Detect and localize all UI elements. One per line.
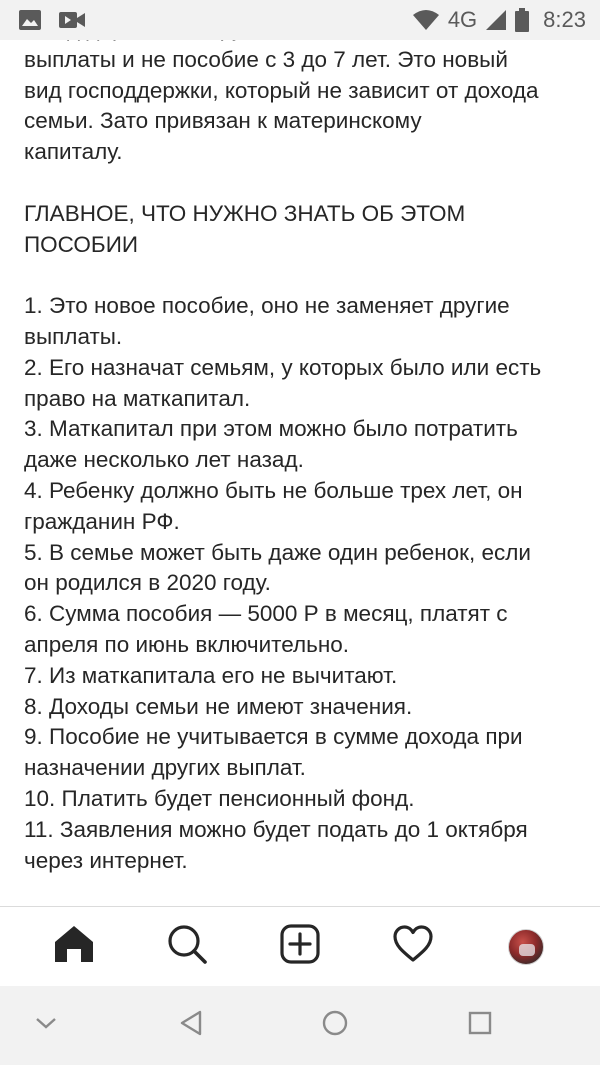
blank-line (24, 168, 584, 199)
list-item: 4. Ребенку должно быть не больше трех лет, он (24, 477, 523, 503)
image-icon (18, 9, 42, 31)
recents-button[interactable] (460, 1006, 500, 1046)
wifi-icon (412, 9, 440, 31)
activity-button[interactable] (383, 917, 443, 977)
home-circle-icon (321, 1009, 349, 1042)
caption-line: семьи. Зато привязан к материнскому (24, 108, 422, 134)
status-left (18, 9, 86, 31)
list-item: 9. Пособие не учитывается в сумме дохода при (24, 724, 523, 750)
list-item: 10. Платить будет пенсионный фонд. (24, 785, 415, 811)
activity-heart-icon (392, 923, 434, 970)
hide-keyboard-button[interactable] (26, 1006, 66, 1046)
caption-line: капиталу. (24, 139, 123, 165)
list-item: 11. Заявления можно будет подать до 1 октября (24, 816, 528, 842)
home-system-button[interactable] (315, 1006, 355, 1046)
section-heading: ГЛАВНОЕ, ЧТО НУЖНО ЗНАТЬ ОБ ЭТОМ (24, 200, 466, 226)
list-item: 6. Сумма пособия — 5000 Р в месяц, платят с (24, 601, 508, 627)
list-item: гражданин РФ. (24, 508, 180, 534)
battery-icon (515, 8, 529, 32)
list-item: через интернет. (24, 847, 188, 873)
list-item: право на маткапитал. (24, 385, 251, 411)
profile-avatar (508, 929, 544, 965)
home-icon (53, 923, 95, 970)
list-item: апреля по июнь включительно. (24, 631, 350, 657)
list-item: даже несколько лет назад. (24, 447, 304, 473)
list-item: 2. Его назначат семьям, у которых было или есть (24, 354, 542, 380)
list-item: 8. Доходы семьи не имеют значения. (24, 693, 413, 719)
list-item: 5. В семье может быть даже один ребенок, если (24, 539, 531, 565)
blank-line (24, 260, 584, 291)
list-item: он родился в 2020 году. (24, 570, 271, 596)
profile-button[interactable] (496, 917, 556, 977)
list-item: выплаты. (24, 323, 123, 349)
video-camera-icon (58, 9, 86, 31)
list-item: 1. Это новое пособие, оно не заменяет другие (24, 293, 510, 319)
new-post-icon (279, 923, 321, 970)
status-right (412, 7, 586, 33)
list-item: назначении других выплат. (24, 755, 306, 781)
search-button[interactable] (157, 917, 217, 977)
bottom-navigation (0, 906, 600, 986)
status-bar (0, 0, 600, 40)
chevron-down-icon (35, 1016, 57, 1035)
recents-square-icon (467, 1010, 493, 1041)
system-navigation-bar (0, 986, 600, 1065)
clock: 8:23 (543, 7, 586, 32)
post-caption-text (24, 14, 584, 876)
new-post-button[interactable] (270, 917, 330, 977)
network-type: 4G (447, 7, 478, 32)
section-heading: ПОСОБИИ (24, 231, 139, 257)
list-item: 7. Из маткапитала его не вычитают. (24, 662, 398, 688)
caption-line: выплаты и не пособие с 3 до 7 лет. Это новый (24, 46, 508, 72)
post-caption-area[interactable] (0, 40, 600, 906)
home-button[interactable] (44, 917, 104, 977)
list-item: 3. Маткапитал при этом можно было потратить (24, 416, 518, 442)
back-triangle-icon (178, 1009, 204, 1042)
back-button[interactable] (171, 1006, 211, 1046)
signal-icon (485, 9, 507, 31)
caption-line: вид господдержки, который не зависит от дохода (24, 77, 539, 103)
search-icon (166, 923, 208, 970)
